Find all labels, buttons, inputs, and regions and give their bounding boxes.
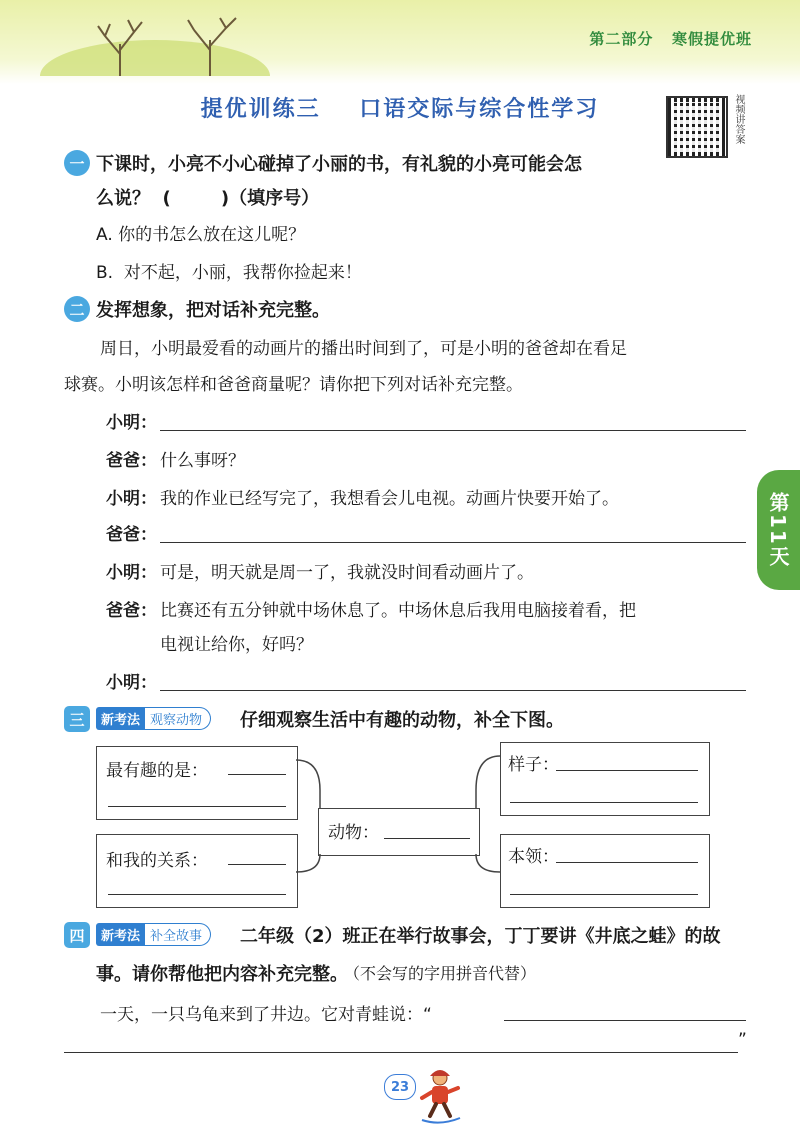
skater-mascot-icon: [416, 1068, 464, 1124]
dialog-speaker: 小明：: [106, 489, 157, 509]
question-1-line-1: 下课时，小亮不小心碰掉了小丽的书，有礼貌的小亮可能会怎: [96, 154, 582, 175]
mindmap-label: 本领：: [508, 847, 559, 867]
topic-label: 补全故事: [145, 923, 211, 946]
mindmap-label: 和我的关系：: [106, 851, 208, 871]
dialog-speaker: 爸爸：: [106, 451, 157, 471]
question-4-badge: 四: [64, 922, 90, 948]
dialog-text: 可是，明天就是周一了，我就没时间看动画片了。: [160, 563, 534, 583]
dialog-speaker: 爸爸：: [106, 601, 157, 621]
day-tab-label: 第11天: [766, 492, 790, 568]
answer-line[interactable]: [504, 1020, 746, 1021]
dialog-speaker: 爸爸：: [106, 525, 157, 545]
dialog-speaker: 小明：: [106, 413, 157, 433]
header-section-label: 第二部分 寒假提优班: [589, 30, 752, 48]
question-2-paragraph-line-2: 球赛。小明该怎样和爸爸商量呢？请你把下列对话补充完整。: [64, 375, 523, 395]
answer-line[interactable]: [64, 1052, 738, 1053]
dialog-speaker: 小明：: [106, 673, 157, 693]
question-1-badge: 一: [64, 150, 90, 176]
question-3-badge: 三: [64, 706, 90, 732]
new-method-label: 新考法: [96, 923, 145, 946]
dialog-text: 我的作业已经写完了，我想看会儿电视。动画片快要开始了。: [160, 489, 619, 509]
mindmap-label: 最有趣的是：: [106, 761, 208, 781]
closing-quote: ”: [738, 1030, 747, 1050]
question-4-line-1: 二年级（2）班正在举行故事会，丁丁要讲《井底之蛙》的故: [240, 926, 721, 947]
option-b: B. 对不起，小丽，我帮你捡起来！: [96, 263, 362, 283]
mindmap-center-label: 动物：: [328, 823, 379, 843]
dialog-text: 什么事呀？: [160, 451, 245, 471]
question-3-prompt: 仔细观察生活中有趣的动物，补全下图。: [240, 710, 564, 731]
question-4-hint: （不会写的字用拼音代替）: [344, 964, 537, 983]
topic-label: 观察动物: [145, 707, 211, 730]
page-number: 23: [384, 1074, 416, 1100]
story-opening: 一天，一只乌龟来到了井边。它对青蛙说：“: [100, 1005, 432, 1025]
option-a: A. 你的书怎么放在这儿呢？: [96, 225, 306, 245]
new-method-tag: [96, 923, 211, 946]
qr-caption: 视频讲答案: [733, 94, 744, 144]
question-4-line-2: 事。请你帮他把内容补充完整。: [96, 964, 348, 985]
dialog-text-continued: 电视让给你，好吗？: [160, 635, 313, 655]
mindmap-label: 样子：: [508, 755, 559, 775]
question-2-paragraph-line-1: 周日，小明最爱看的动画片的播出时间到了，可是小明的爸爸却在看足: [100, 339, 627, 359]
question-2-badge: 二: [64, 296, 90, 322]
question-1-line-2: 么说？ ( )（填序号）: [96, 188, 320, 209]
dialog-speaker: 小明：: [106, 563, 157, 583]
question-2-prompt: 发挥想象，把对话补充完整。: [96, 300, 330, 321]
dialog-text: 比赛还有五分钟就中场休息了。中场休息后我用电脑接着看，把: [160, 601, 636, 621]
page-title: 提优训练三 口语交际与综合性学习: [200, 97, 600, 122]
new-method-label: 新考法: [96, 707, 145, 730]
